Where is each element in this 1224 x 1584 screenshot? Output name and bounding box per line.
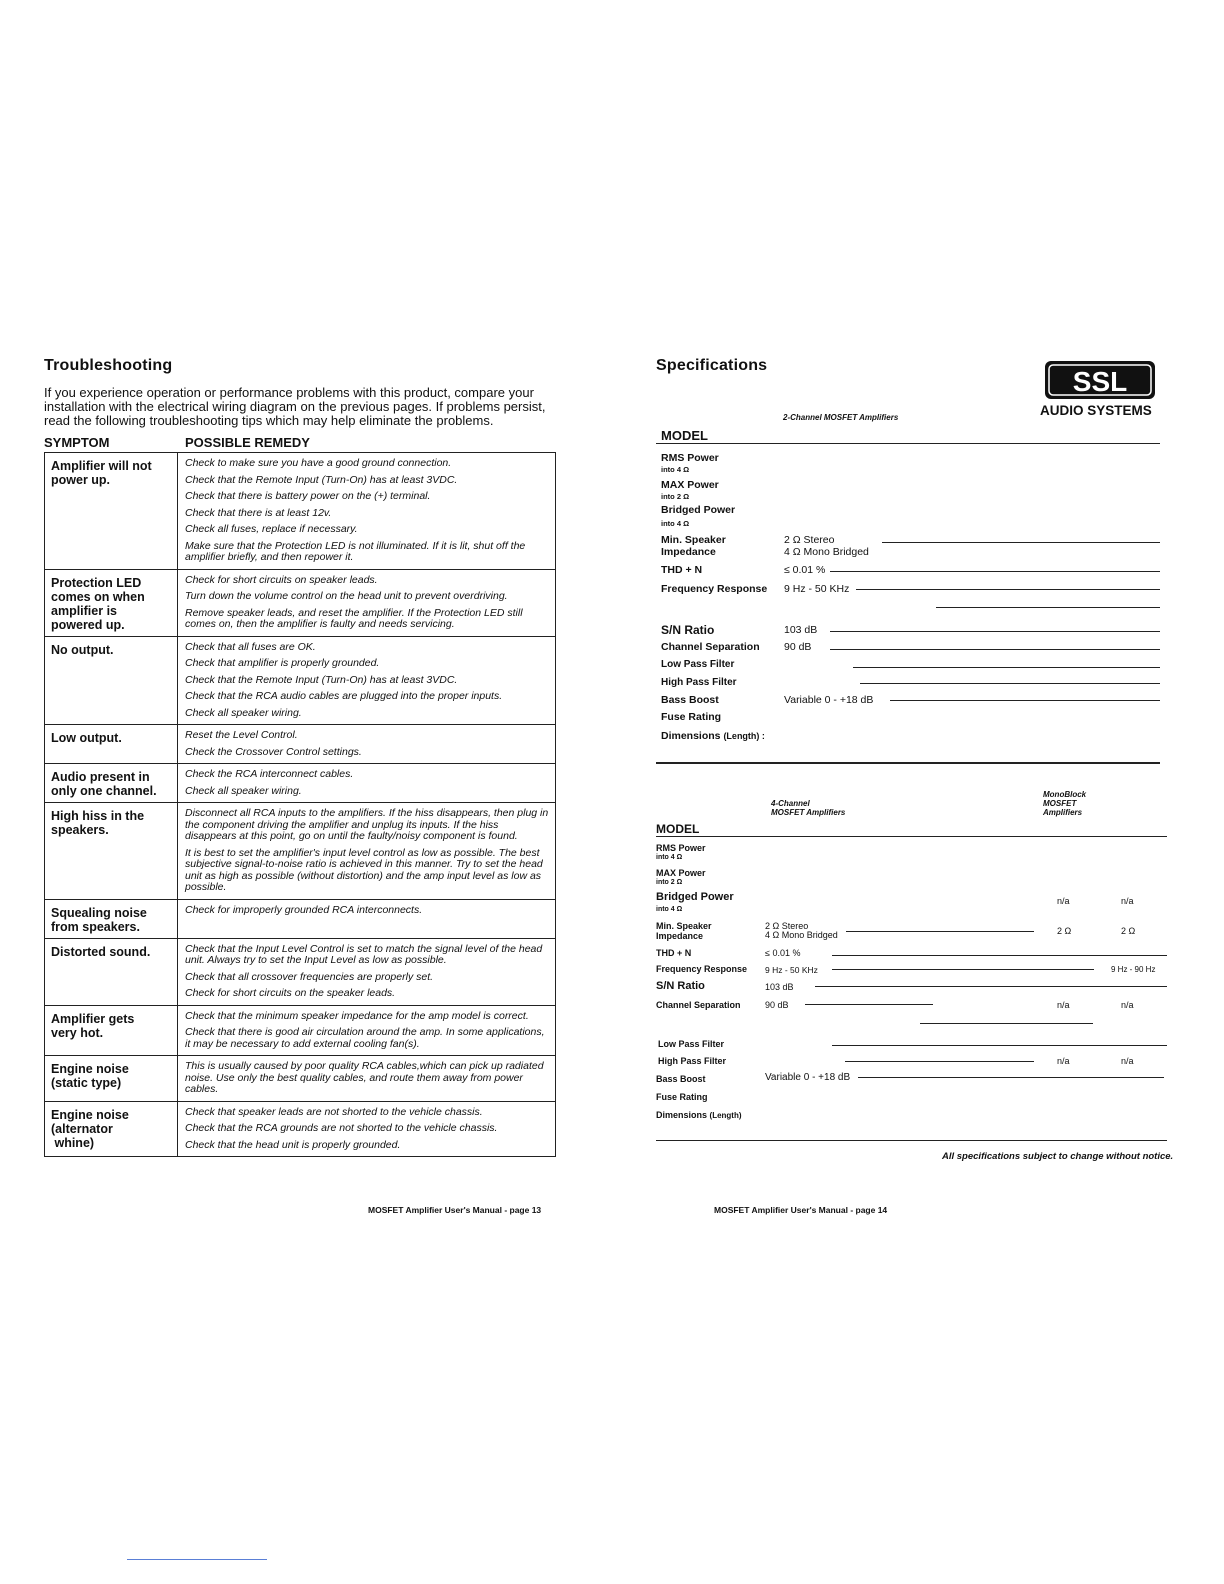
remedy-column-header: POSSIBLE REMEDY [185, 435, 310, 450]
symptom-line: power up. [51, 473, 111, 487]
b-channel-separation-label: Channel Separation [656, 1000, 741, 1010]
b-hpf-na-1: n/a [1057, 1056, 1070, 1066]
symptom-cell [45, 764, 178, 803]
section-divider [656, 762, 1160, 764]
b-dimensions-label [656, 1110, 742, 1121]
symptom-cell [45, 636, 178, 725]
sn-ratio-label: S/N Ratio [661, 623, 715, 637]
troubleshooting-row [45, 453, 556, 570]
high-pass-filter-label: High Pass Filter [661, 677, 737, 688]
symptom-line: (static type) [51, 1076, 122, 1090]
b-rms-power-label: RMS Power [656, 843, 706, 853]
b-bridged-power-sub: into 4 Ω [656, 906, 683, 913]
specifications-title: Specifications [656, 357, 768, 374]
b-sn-ratio-value: 103 dB [765, 982, 794, 992]
dimensions-label [661, 730, 765, 742]
troubleshooting-row [45, 803, 556, 900]
remedy-item: Check that there is battery power on the (+) terminal. [185, 490, 431, 502]
troubleshooting-table [44, 452, 556, 1157]
remedy-item: Check that there is at least 12v. [185, 506, 332, 519]
symptom-line: High hiss in the [51, 809, 145, 823]
bottom-model-label: MODEL [656, 822, 700, 836]
remedy-item: Check that all crossover frequencies are properly set. [185, 970, 434, 983]
symptom-cell [45, 453, 178, 570]
remedy-cell [178, 725, 556, 764]
b-high-pass-filter-label: High Pass Filter [658, 1056, 727, 1066]
frequency-response-label: Frequency Response [661, 583, 768, 595]
symptom-cell [45, 1101, 178, 1157]
remedy-cell [178, 938, 556, 1005]
b-frequency-response-label: Frequency Response [656, 964, 748, 974]
remedy-item: Check all speaker wiring. [185, 706, 302, 719]
impedance-label: Impedance [661, 546, 716, 558]
intro-line: read the following troubleshooting tips which may help eliminate the problems. [44, 413, 494, 428]
top-model-rule [656, 443, 1160, 444]
symptom-line: whine) [51, 1135, 95, 1150]
symptom-line: from speakers. [51, 919, 140, 934]
rms-power-label: RMS Power [661, 452, 719, 464]
b-min-speaker-mono-1: 2 Ω [1057, 926, 1072, 936]
monoblock-label-2: MOSFET [1043, 799, 1077, 808]
b-fuse-rating-label: Fuse Rating [656, 1092, 708, 1102]
symptom-line: Engine noise [51, 1107, 129, 1122]
dimensions-sub: (Length) : [723, 731, 765, 741]
remedy-item: Reset the Level Control. [185, 729, 298, 741]
remedy-item: It is best to set the amplifier's input level control as low as possible. The best subjective signal-to-noise ratio is achieved in this manner. Try to set the head unit as high as possible (without distortion) and the amp input level as low as possible. [185, 846, 543, 893]
remedy-item: Remove speaker leads, and reset the amplifier. If the Protection LED still comes on, then the amplifier is faulty and needs servicing. [185, 606, 523, 630]
min-speaker-bridged: 4 Ω Mono Bridged [784, 546, 869, 558]
channel-separation-value: 90 dB [784, 641, 812, 653]
four-channel-label: 4-Channel [771, 799, 810, 808]
remedy-item: Check for short circuits on speaker leads. [185, 573, 378, 586]
b-thd-value: ≤ 0.01 % [765, 948, 801, 958]
b-low-pass-filter-label: Low Pass Filter [658, 1039, 725, 1049]
bridged-power-label: Bridged Power [661, 504, 736, 516]
b-frequency-response-value: 9 Hz - 50 KHz [765, 965, 818, 975]
b-bridged-power-label: Bridged Power [656, 891, 734, 903]
bottom-link-underline [127, 1559, 267, 1560]
remedy-item: Disconnect all RCA inputs to the amplifiers. If the hiss disappears, then plug in the component driving the amplifier and unplug its inputs. If the hiss disappears at this point, go on until the faulty/noisy component is found. [185, 807, 549, 842]
min-speaker-label: Min. Speaker [661, 534, 726, 546]
remedy-cell [178, 803, 556, 900]
min-speaker-stereo: 2 Ω Stereo [784, 534, 835, 546]
remedy-cell [178, 636, 556, 725]
bridged-power-sub: into 4 Ω [661, 519, 690, 528]
symptom-line: Amplifier gets [51, 1011, 135, 1026]
remedy-item: Check the Crossover Control settings. [185, 745, 362, 758]
b-dimensions-text: Dimensions [656, 1110, 708, 1120]
b-dimensions-sub: (Length) [709, 1111, 742, 1120]
b-frequency-response-mono: 9 Hz - 90 Hz [1111, 965, 1156, 974]
symptom-cell [45, 725, 178, 764]
remedy-item: Turn down the volume control on the head unit to prevent overdriving. [185, 590, 508, 602]
symptom-line: only one channel. [51, 784, 157, 798]
symptom-line: Low output. [51, 731, 122, 745]
remedy-item: Check that the Remote Input (Turn-On) has at least 3VDC. [185, 673, 458, 686]
remedy-item: Check that the Remote Input (Turn-On) has at least 3VDC. [185, 473, 458, 486]
troubleshooting-row [45, 764, 556, 803]
remedy-cell [178, 764, 556, 803]
bass-boost-label: Bass Boost [661, 694, 719, 706]
symptom-cell [45, 569, 178, 636]
b-min-speaker-label: Min. Speaker [656, 921, 712, 931]
remedy-cell [178, 1101, 556, 1157]
troubleshooting-row [45, 1101, 556, 1157]
symptom-line: Distorted sound. [51, 944, 151, 959]
symptom-line: speakers. [51, 823, 109, 837]
remedy-item: Check to make sure you have a good ground connection. [185, 457, 452, 469]
remedy-item: Check the RCA interconnect cables. [185, 768, 354, 780]
remedy-item: Check that the RCA audio cables are plugged into the proper inputs. [185, 690, 503, 702]
specs-notice: All specifications subject to change without notice. [942, 1151, 1174, 1162]
monoblock-label-3: Amplifiers [1043, 808, 1083, 817]
b-impedance-label: Impedance [656, 931, 704, 941]
remedy-cell [178, 569, 556, 636]
remedy-item: Make sure that the Protection LED is not illuminated. If it is lit, shut off the amplifier briefly, and then repower it. [185, 539, 526, 563]
symptom-line: comes on when [51, 589, 145, 604]
remedy-item: Check that amplifier is properly grounded. [185, 657, 380, 669]
logo-letters: SSL [1072, 366, 1128, 397]
remedy-cell [178, 1005, 556, 1056]
b-max-power-sub: into 2 Ω [656, 879, 683, 886]
b-bass-boost-label: Bass Boost [656, 1074, 706, 1084]
intro-paragraph [44, 386, 564, 428]
symptom-line: Protection LED [51, 575, 142, 590]
b-sn-ratio-label: S/N Ratio [656, 980, 705, 992]
sn-ratio-value: 103 dB [784, 624, 818, 636]
page-13-footer: MOSFET Amplifier User's Manual - page 13 [368, 1205, 542, 1215]
b-bridged-na-2: n/a [1121, 896, 1134, 906]
symptom-column-header: SYMPTOM [44, 435, 110, 450]
troubleshooting-row [45, 1005, 556, 1056]
thd-value: ≤ 0.01 % [784, 564, 826, 576]
b-channel-separation-value: 90 dB [765, 1000, 789, 1010]
frequency-response-value: 9 Hz - 50 KHz [784, 583, 850, 595]
b-min-speaker-stereo: 2 Ω Stereo [765, 921, 809, 931]
remedy-item: Check for short circuits on the speaker leads. [185, 987, 396, 999]
symptom-cell [45, 803, 178, 900]
max-power-label: MAX Power [661, 479, 719, 491]
symptom-line: Engine noise [51, 1062, 129, 1076]
page-14-footer: MOSFET Amplifier User's Manual - page 14 [714, 1205, 888, 1215]
dimensions-text: Dimensions [661, 730, 721, 742]
symptom-cell [45, 1005, 178, 1056]
remedy-item: Check that the head unit is properly grounded. [185, 1138, 401, 1151]
symptom-line: amplifier is [51, 603, 117, 618]
remedy-item: Check that the Input Level Control is set to match the signal level of the head unit. Always try to set the Input Level as low as possible. [185, 942, 543, 966]
channel-separation-label: Channel Separation [661, 641, 760, 653]
b-min-speaker-bridged: 4 Ω Mono Bridged [765, 930, 838, 940]
top-model-label: MODEL [661, 428, 708, 443]
symptom-line: No output. [51, 642, 114, 657]
monoblock-label-1: MonoBlock [1043, 790, 1087, 799]
remedy-cell [178, 453, 556, 570]
troubleshooting-row [45, 636, 556, 725]
b-min-speaker-mono-2: 2 Ω [1121, 926, 1136, 936]
troubleshooting-title: Troubleshooting [44, 357, 173, 374]
b-rms-power-sub: into 4 Ω [656, 854, 683, 861]
remedy-item: Check that the minimum speaker impedance for the amp model is correct. [185, 1009, 529, 1022]
thd-label: THD + N [661, 564, 703, 576]
remedy-item: Check for improperly grounded RCA interconnects. [185, 903, 423, 916]
symptom-line: Squealing noise [51, 905, 147, 920]
remedy-item: Check that speaker leads are not shorted to the vehicle chassis. [185, 1105, 483, 1118]
low-pass-filter-label: Low Pass Filter [661, 659, 735, 670]
troubleshooting-row [45, 938, 556, 1005]
logo-caption: AUDIO SYSTEMS [1040, 403, 1152, 418]
b-chsep-na-1: n/a [1057, 1000, 1070, 1010]
troubleshooting-row [45, 725, 556, 764]
max-power-sub: into 2 Ω [661, 492, 690, 501]
remedy-item: Check that all fuses are OK. [185, 640, 316, 653]
fuse-rating-label: Fuse Rating [661, 711, 722, 723]
symptom-line: very hot. [51, 1025, 104, 1040]
four-channel-sub: MOSFET Amplifiers [771, 808, 846, 817]
symptom-cell [45, 1056, 178, 1102]
remedy-cell [178, 899, 556, 938]
bass-boost-value: Variable 0 - +18 dB [784, 694, 874, 706]
remedy-item: Check all fuses, replace if necessary. [185, 523, 358, 535]
intro-line: installation with the electrical wiring diagram on the previous pages. If problems persist, [44, 399, 546, 414]
symptom-line: (alternator [51, 1121, 113, 1136]
troubleshooting-row [45, 899, 556, 938]
two-channel-group-label: 2-Channel MOSFET Amplifiers [783, 413, 899, 422]
symptom-line: Amplifier will not [51, 459, 152, 473]
remedy-item: Check that the RCA grounds are not shorted to the vehicle chassis. [185, 1122, 498, 1134]
troubleshooting-row [45, 1056, 556, 1102]
b-bass-boost-value: Variable 0 - +18 dB [765, 1072, 851, 1083]
symptom-line: Audio present in [51, 770, 150, 784]
b-max-power-label: MAX Power [656, 868, 706, 878]
remedy-cell [178, 1056, 556, 1102]
remedy-item: This is usually caused by poor quality RCA cables,which can pick up radiated noise. Use only the best quality cables, and route them away from power cables. [185, 1060, 544, 1095]
bottom-rule [656, 1140, 1167, 1141]
symptom-cell [45, 899, 178, 938]
bottom-model-rule [656, 836, 1167, 837]
intro-line: If you experience operation or performance problems with this product, compare your [44, 385, 534, 400]
troubleshooting-row [45, 569, 556, 636]
remedy-item: Check that there is good air circulation around the amp. In some applications, it may be necessary to add external cooling fan(s). [185, 1026, 545, 1050]
symptom-line: powered up. [51, 617, 125, 632]
b-thd-label: THD + N [656, 948, 692, 958]
b-chsep-na-2: n/a [1121, 1000, 1134, 1010]
b-bridged-na-1: n/a [1057, 896, 1070, 906]
remedy-item: Check all speaker wiring. [185, 784, 302, 797]
b-hpf-na-2: n/a [1121, 1056, 1134, 1066]
symptom-cell [45, 938, 178, 1005]
ssl-logo [1044, 360, 1156, 400]
rms-power-sub: into 4 Ω [661, 465, 690, 474]
